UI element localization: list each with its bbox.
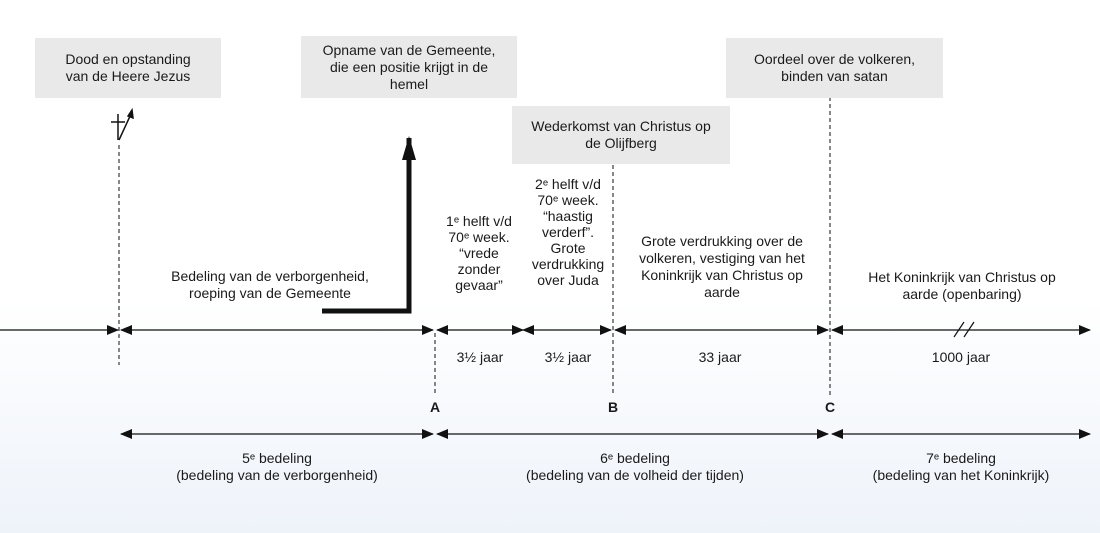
first-half-line-4: zonder xyxy=(457,261,501,277)
second-half-line-2: 70ᵉ week. xyxy=(537,192,599,208)
second-half-line-4: verderf”. xyxy=(541,224,595,240)
first-half-line-1: 1ᵉ helft v/d xyxy=(446,213,512,229)
second-half-line-3: “haastig xyxy=(543,208,593,224)
marker-b: B xyxy=(607,399,619,415)
period-tribulation-text xyxy=(617,233,827,301)
cross-icon xyxy=(111,110,133,140)
event-return-line-2: de Olijfberg xyxy=(585,135,657,151)
event-rapture-box xyxy=(301,36,517,98)
kingdom-line-1: Het Koninkrijk van Christus op xyxy=(868,269,1056,285)
dispensation-seventh-subtitle: (bedeling van het Koninkrijk) xyxy=(872,467,1050,483)
dispensation-sixth xyxy=(490,450,780,484)
first-half-line-2: 70ᵉ week. xyxy=(448,229,510,245)
second-half-line-6: verdrukking xyxy=(531,256,605,272)
duration-first: 3½ jaar xyxy=(456,349,504,365)
event-rapture-line-2: die een positie krijgt in de xyxy=(330,58,488,75)
event-death-line-1: Dood en opstanding xyxy=(65,51,191,67)
kingdom-line-2: aarde (openbaring) xyxy=(902,286,1022,302)
dispensation-seventh-title: 7ᵉ bedeling xyxy=(926,450,996,466)
period-second-half-text xyxy=(520,176,616,288)
period-mystery-line-1: Bedeling van de verborgenheid, xyxy=(171,268,369,284)
marker-a: A xyxy=(429,399,441,415)
period-mystery-line-2: roeping van de Gemeente xyxy=(189,285,351,301)
marker-c: C xyxy=(824,399,836,415)
tribulation-line-3: Koninkrijk van Christus op xyxy=(641,267,803,283)
period-first-half-text xyxy=(434,213,524,293)
dispensation-sixth-title: 6ᵉ bedeling xyxy=(600,450,670,466)
dispensation-seventh xyxy=(845,450,1077,484)
first-half-line-3: “vrede xyxy=(459,245,499,261)
event-return-box xyxy=(512,106,730,164)
second-half-line-1: 2ᵉ helft v/d xyxy=(535,176,601,192)
event-judgment-line-1: Oordeel over de volkeren, xyxy=(753,51,916,67)
event-rapture-line-1: Opname van de Gemeente, xyxy=(322,41,496,58)
duration-second: 3½ jaar xyxy=(544,349,592,365)
period-mystery-text xyxy=(140,268,400,302)
event-death-box xyxy=(35,38,221,98)
duration-third: 33 jaar xyxy=(698,349,742,365)
event-death-line-2: van de Heere Jezus xyxy=(65,68,191,84)
event-judgment-box xyxy=(726,38,943,98)
second-half-line-5: Grote xyxy=(550,240,586,256)
period-kingdom-text xyxy=(840,269,1084,303)
tribulation-line-2: volkeren, vestiging van het xyxy=(639,250,805,266)
event-judgment-line-2: binden van satan xyxy=(781,68,888,84)
tribulation-line-4: aarde xyxy=(704,284,740,300)
dispensation-fifth xyxy=(150,450,404,484)
tribulation-line-1: Grote verdrukking over de xyxy=(641,233,803,249)
first-half-line-5: gevaar” xyxy=(455,277,503,293)
event-return-line-1: Wederkomst van Christus op xyxy=(531,118,711,134)
dispensation-fifth-subtitle: (bedeling van de verborgenheid) xyxy=(176,467,378,483)
dispensation-fifth-title: 5ᵉ bedeling xyxy=(242,450,312,466)
dispensation-sixth-subtitle: (bedeling van de volheid der tijden) xyxy=(526,467,744,483)
duration-fourth: 1000 jaar xyxy=(931,349,991,365)
second-half-line-7: over Juda xyxy=(537,272,599,288)
event-rapture-line-3: hemel xyxy=(389,75,429,92)
